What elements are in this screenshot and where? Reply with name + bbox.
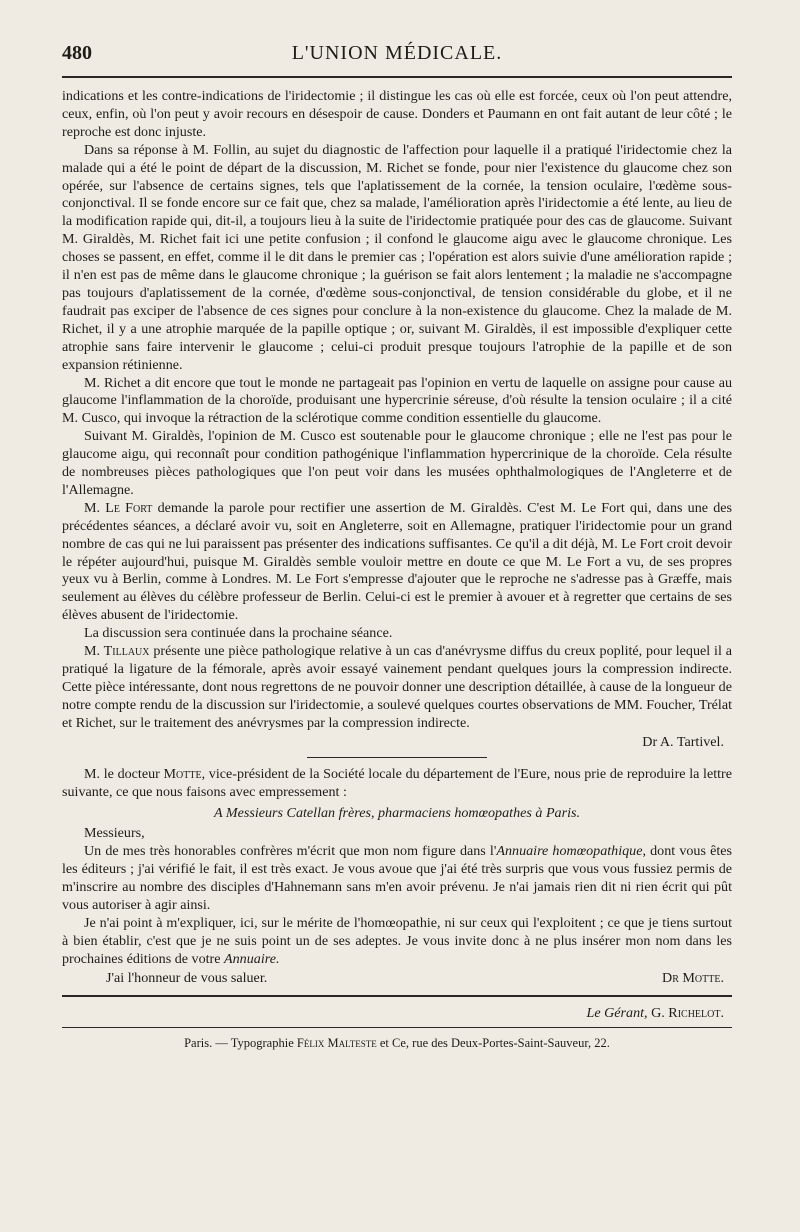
gerant-line xyxy=(62,1003,724,1023)
paragraph: Dans sa réponse à M. Follin, au sujet du diagnostic de l'affection pour laquelle il a pratiqué l'iridectomie chez la malade qui a été le point de départ de la discussion, M. Richet se fonde, pour nier l'existence du glaucome chez son opérée, sur l'absence de certains signes, tels que l'aplatissement de la cornée, la tension oculaire, l'œdème sous-conjonctival. Il se fonde encore sur ce fait que, chez sa malade, l'amélioration après l'iridectomie a été lente, au lieu de la modification rapide qui, dit-il, a toujours lieu à la suite de l'iridectomie pratiquée pour des cas de glaucome. Suivant M. Giraldès, M. Richet fait ici une petite confusion ; il confond le glaucome aigu avec le glaucome chronique. Les choses se passent, en effet, comme il le dit dans le premier cas ; l'opération est alors suivie d'une amélioration rapide ; il n'en est pas de même dans le glaucome chronique ; la guérison se fait alors lentement ; la maladie ne s'accompagne pas toujours d'aplatissement de la cornée, d'œdème sous-conjonctival, de tension considérable du globe, et il ne faudrait pas exciper de l'absence de ces signes pour conclure à la non-existence du glaucome. Chez la malade de M. Richet, il y a une atrophie marquée de la papille optique ; or, suivant M. Giraldès, il est impossible d'expliquer cette atrophie sans faire intervenir le glaucome ; celui-ci produit presque toujours l'atrophie de la papille et de son expansion rétinienne. xyxy=(62,141,732,373)
closing-text: J'ai l'honneur de vous saluer. xyxy=(106,969,268,986)
doctor-name: Motte xyxy=(163,765,202,782)
gerant-name: G. Richelot. xyxy=(651,1004,724,1021)
book-title: Annuaire. xyxy=(224,950,280,967)
section-separator xyxy=(307,757,487,758)
paragraph-text: demande la parole pour rectifier une assertion de M. Giraldès. C'est M. Le Fort qui, dans une des précédentes séances, a déclaré avoir vu, soit en Angleterre, soit en Allemagne, pratiquer l'iridectomie pour un grand nombre de cas qui ne lui paraissent pas présenter des indications suffisantes. Ce qu'il a dit déjà, M. Le Fort croit devoir le répéter aujourd'hui, puisque M. Giraldès semble vouloir mettre en doute ce que M. Le Fort a vu, de ses propres yeux vu à Berlin, comme à Londres. M. Le Fort s'empresse d'ajouter que le reproche ne s'adresse pas à Græffe, mais seulement au élèves du célèbre professeur de Berlin. Celui-ci est le premier à avouer et à regretter que certains de ses élèves abusent de l'iridectomie. xyxy=(62,499,732,624)
letter-closing xyxy=(62,969,732,987)
letter-intro-text: , vice-président de la Société locale du département de l'Eure, nous prie de reproduire la lettre suivante, ce que nous faisons avec empressement : xyxy=(62,765,732,800)
paragraph-text: présente une pièce pathologique relative à un cas d'anévrysme diffus du creux poplité, pour lequel il a pratiqué la ligature de la fémorale, après avoir essayé vainement pendant quelques jours la compression indirecte. Cette pièce intéressante, dont nous regrettons de ne pouvoir donner une description détaillée, à cause de la longueur de notre compte rendu de la discussion sur l'iridectomie, a soulevé quelques courtes observations de MM. Foucher, Trélat et Richet, sur le traitement des anévrysmes par la compression indirecte. xyxy=(62,643,732,731)
letter-text: , dont vous êtes les éditeurs ; j'ai vérifié le fait, il est très exact. Je vous avoue que j'ai été très surpris que vous vous fussiez permis de m'inscrire au nombre des disciples d'Hahnemann sans m'en avoir prévenu. Je n'ai jamais rien dit ni rien écrit qui pût vous autoriser à agir ainsi. xyxy=(62,843,732,914)
paragraph: La discussion sera continuée dans la prochaine séance. xyxy=(84,625,393,642)
imprint-text: et Ce, rue des Deux-Portes-Saint-Sauveur, 22. xyxy=(376,1035,610,1050)
imprint-line xyxy=(62,1036,732,1051)
gerant-label: Le Gérant, xyxy=(586,1004,652,1021)
letter-paragraph xyxy=(62,843,732,915)
letter-intro xyxy=(62,766,732,802)
speaker-name: M. Tillaux xyxy=(84,643,150,660)
letter-addressee: A Messieurs Catellan frères, pharmaciens homœopathes à Paris. xyxy=(213,805,581,822)
page-number: 480 xyxy=(62,42,92,64)
running-head xyxy=(62,36,732,76)
journal-title: L'UNION MÉDICALE. xyxy=(291,42,503,64)
imprint-rule xyxy=(62,1027,732,1028)
letter-section xyxy=(62,766,732,987)
printer-name: Félix Malteste xyxy=(296,1035,377,1050)
paragraph: M. Richet a dit encore que tout le monde ne partageait pas l'opinion en vertu de laquelle on assigne pour cause au glaucome l'inflammation de la choroïde, produisant une hypercrinie séreuse, d'où résulte la tension oculaire ; il a cité M. Cusco, qui invoque la rétraction de la sclérotique comme condition essentielle du glaucome. xyxy=(62,374,732,427)
letter-paragraph xyxy=(62,915,732,969)
paragraph: Suivant M. Giraldès, l'opinion de M. Cusco est soutenable pour le glaucome chronique ; elle ne l'est pas pour le glaucome aigu, qui reconnaît pour condition pathogénique l'inflammation hypercrinique de la choroïde. Cela résulte de nombreuses pièces pathologiques que l'on peut voir dans les musées ophthalmologiques de l'Angleterre et de l'Allemagne. xyxy=(62,428,732,498)
letter-text: Un de mes très honorables confrères m'écrit que mon nom figure dans l' xyxy=(84,843,497,860)
letter-salutation: Messieurs, xyxy=(84,825,145,842)
letter-text: Je n'ai point à m'expliquer, ici, sur le mérite de l'homœopathie, ni sur ceux qui l'exploitent ; ce que je tiens surtout à bien établir, c'est que je ne suis point un de ses adeptes. Je vous invite donc à ne plus insérer mon nom dans les prochaines éditions de votre xyxy=(62,914,732,967)
imprint-text: Paris. — Typographie xyxy=(184,1035,297,1050)
letter-signature: Dr Motte. xyxy=(662,969,724,986)
book-title: Annuaire homœopathique xyxy=(496,843,643,860)
letter-intro-text: M. le docteur xyxy=(84,765,164,782)
article-body xyxy=(62,88,732,751)
paragraph xyxy=(62,500,732,625)
paragraph xyxy=(62,643,732,733)
article-signature: Dr A. Tartivel. xyxy=(642,733,724,750)
paragraph: indications et les contre-indications de l'iridectomie ; il distingue les cas où elle est forcée, ceux où l'on peut attendre, ceux, enfin, où l'on peut y avoir recours en désespoir de cause. Donders et Paumann en ont fait autant de leur côté ; le reproche est donc injuste. xyxy=(62,88,732,140)
speaker-name: M. Le Fort xyxy=(84,499,153,516)
header-rule xyxy=(62,76,732,78)
footer-rule xyxy=(62,995,732,997)
